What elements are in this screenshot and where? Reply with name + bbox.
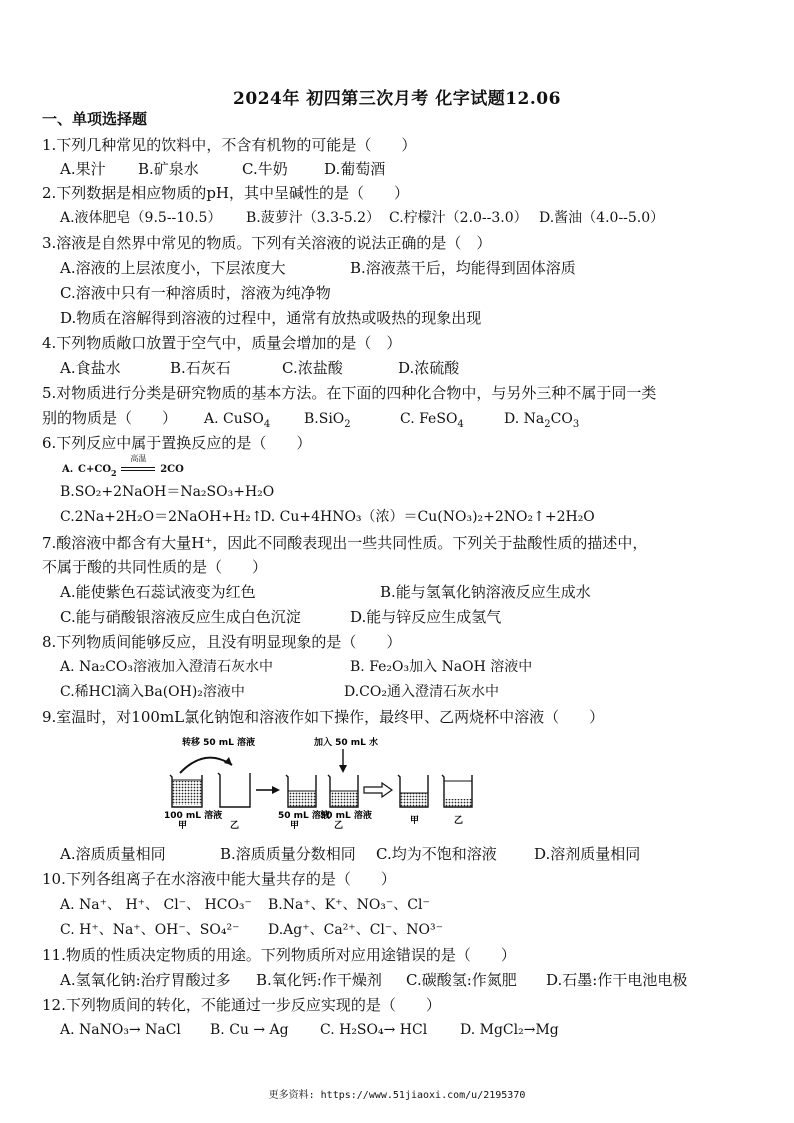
q5-stem-end: 别的物质是（ ）	[42, 409, 178, 427]
q10-option-b: B.Na⁺、K⁺、NO₃⁻、Cl⁻	[268, 897, 430, 913]
q10-option-a: A. Na⁺、 H⁺、 Cl⁻、 HCO₃⁻	[60, 897, 252, 913]
fig-label-yi-1: 乙	[230, 821, 240, 831]
q9-option-b: B.溶质质量分数相同	[220, 845, 356, 863]
q8-stem: 8.下列物质间能够反应，且没有明显现象的是（ ）	[42, 633, 402, 651]
q12-option-a: A. NaNO₃→ NaCl	[60, 1022, 181, 1038]
q6-option-a-product: 2CO	[160, 464, 184, 475]
q8-option-a: A. Na₂CO₃溶液加入澄清石灰水中	[60, 659, 274, 675]
q2-option-d: D.酱油（4.0--5.0）	[539, 210, 665, 226]
beaker-jia-2	[286, 775, 316, 807]
q5-stem-line1: 5.对物质进行分类是研究物质的基本方法。在下面的四种化合物中，与另外三种不属于同一类	[42, 384, 657, 402]
q11-option-d: D.石墨:作干电池电极	[546, 971, 688, 989]
q9-beaker-diagram	[160, 735, 490, 835]
q7-option-a: A.能使紫色石蕊试液变为红色	[60, 583, 256, 601]
fig-label-add-water: 加入 50 mL 水	[314, 738, 379, 748]
process-arrow-2-icon	[364, 783, 392, 797]
q5-option-a-text: A. CuSO	[204, 411, 264, 427]
q4-options	[60, 357, 459, 379]
q1-stem: 1.下列几种常见的饮料中，不含有机物的可能是（ ）	[42, 136, 417, 154]
q6-option-a-label: A.	[62, 464, 74, 475]
footer-source-link[interactable]: 更多资料: https://www.51jiaoxi.com/u/2195370	[268, 1090, 526, 1101]
fig-label-transfer: 转移 50 mL 溶液	[182, 738, 256, 748]
q6-option-b: B.SO₂+2NaOH＝Na₂SO₃+H₂O	[60, 484, 275, 500]
q5-option-d-text: D. Na	[504, 411, 545, 427]
q12-option-d: D. MgCl₂→Mg	[460, 1022, 559, 1038]
fig-label-yi-2: 乙	[334, 821, 344, 831]
q7-option-d: D.能与锌反应生成氢气	[350, 608, 502, 626]
q8-option-d: D.CO₂通入澄清石灰水中	[344, 684, 499, 700]
q12-option-b: B. Cu → Ag	[210, 1022, 289, 1038]
q3-stem: 3.溶液是自然界中常见的物质。下列有关溶液的说法正确的是（ ）	[42, 234, 492, 252]
fig-label-yi-3: 乙	[454, 816, 464, 826]
q2-option-a: A.液体肥皂（9.5--10.5）	[60, 210, 222, 226]
q5-option-d	[504, 408, 579, 430]
section-heading: 一、单项选择题	[42, 110, 148, 128]
q6-option-a-reactants: C+CO	[78, 464, 112, 475]
fig-label-jia-1: 甲	[178, 821, 188, 831]
q2-stem: 2.下列数据是相应物质的pH，其中呈碱性的是（ ）	[42, 184, 409, 202]
q12-stem: 12.下列物质间的转化，不能通过一步反应实现的是（ ）	[42, 996, 441, 1014]
beaker-yi-3	[442, 775, 472, 807]
beaker-yi-1	[218, 773, 250, 807]
q10-options-ab	[60, 894, 430, 916]
beaker-jia-1	[170, 775, 202, 807]
q9-option-d: D.溶剂质量相同	[534, 845, 641, 863]
q1-option-b: B.矿泉水	[138, 160, 199, 178]
q10-option-d: D.Ag⁺、Ca²⁺、Cl⁻、NO³⁻	[268, 922, 444, 938]
q5-option-a-sub: 4	[263, 418, 271, 430]
q6-option-a-arrow	[121, 453, 155, 471]
fig-label-100ml: 100 mL 溶液	[164, 811, 223, 821]
q6-option-d: D. Cu+4HNO₃（浓）＝Cu(NO₃)₂+2NO₂↑+2H₂O	[260, 509, 595, 525]
q5-option-b-sub: 2	[344, 418, 351, 430]
q6-option-a-equals	[121, 467, 155, 471]
q5-option-c-text: C. FeSO	[400, 411, 458, 427]
q3-option-b: B.溶液蒸干后，均能得到固体溶质	[350, 259, 576, 277]
q3-options-ab	[60, 257, 576, 279]
q5-option-d-mid: CO	[550, 411, 573, 427]
q4-option-c: C.浓盐酸	[282, 359, 343, 377]
add-water-arrow-icon	[339, 749, 347, 773]
q4-option-b: B.石灰石	[170, 359, 231, 377]
q1-options	[60, 158, 385, 180]
q9-option-a: A.溶质质量相同	[60, 845, 166, 863]
q2-option-b: B.菠萝汁（3.3-5.2）	[246, 210, 380, 226]
fig-label-jia-3: 甲	[410, 816, 420, 826]
q5-option-d-sub2: 3	[572, 418, 580, 430]
q2-options	[60, 207, 664, 229]
q4-stem: 4.下列物质敞口放置于空气中，质量会增加的是（ ）	[42, 334, 402, 352]
q6-option-c: C.2Na+2H₂O＝2NaOH+H₂↑	[60, 509, 263, 525]
q3-option-a: A.溶液的上层浓度小，下层浓度大	[60, 259, 286, 277]
q11-option-c: C.碳酸氢:作氮肥	[406, 971, 517, 989]
q8-option-c: C.稀HCl滴入Ba(OH)₂溶液中	[60, 684, 245, 700]
q8-option-b: B. Fe₂O₃加入 NaOH 溶液中	[350, 659, 533, 675]
q4-option-d: D.浓硫酸	[398, 359, 460, 377]
q11-stem: 11.物质的性质决定物质的用途。下列物质所对应用途错误的是（ ）	[42, 946, 516, 964]
q4-option-a: A.食盐水	[60, 359, 121, 377]
q1-option-c: C.牛奶	[242, 160, 288, 178]
beaker-yi-2	[328, 775, 358, 807]
q11-option-a: A.氢氧化钠:治疗胃酸过多	[60, 971, 231, 989]
exam-title: 2024年 初四第三次月考 化字试题12.06	[233, 89, 561, 109]
beaker-jia-3	[398, 775, 428, 807]
q2-option-c: C.柠檬汁（2.0--3.0）	[389, 210, 528, 226]
fig-label-50ml-b: 50 mL 溶液	[320, 811, 372, 821]
q3-option-c: C.溶液中只有一种溶质时，溶液为纯净物	[60, 284, 331, 302]
q8-options-cd	[60, 681, 499, 703]
q10-stem: 10.下列各组离子在水溶液中能大量共存的是（ ）	[42, 870, 396, 888]
q12-option-c: C. H₂SO₄→ HCl	[320, 1022, 428, 1038]
q5-option-d-sub1: 2	[544, 418, 551, 430]
fig-label-jia-2: 甲	[290, 821, 300, 831]
q6-option-a	[62, 453, 184, 478]
q1-option-a: A.果汁	[60, 160, 106, 178]
fig-label-50ml-a: 50 mL 溶液	[278, 811, 330, 821]
q7-option-c: C.能与硝酸银溶液反应生成白色沉淀	[60, 608, 301, 626]
q11-options	[60, 969, 687, 991]
q10-option-c: C. H⁺、Na⁺、OH⁻、SO₄²⁻	[60, 922, 240, 938]
transfer-arrow-icon	[180, 758, 232, 773]
q7-stem-line2: 不属于酸的共同性质的是（ ）	[42, 558, 268, 576]
q7-stem-line1: 7.酸溶液中都含有大量H⁺，因此不同酸表现出一些共同性质。下列关于盐酸性质的描述中，	[42, 534, 648, 552]
q5-option-a	[204, 408, 304, 430]
q9-option-c: C.均为不饱和溶液	[376, 845, 497, 863]
q8-options-ab	[60, 656, 532, 678]
q7-option-b: B.能与氢氧化钠溶液反应生成水	[380, 583, 591, 601]
q12-options	[60, 1019, 559, 1041]
q5-stem-line2	[42, 407, 579, 430]
process-arrow-1-icon	[256, 786, 280, 794]
q3-option-d: D.物质在溶解得到溶液的过程中，通常有放热或吸热的现象出现	[60, 309, 482, 327]
q5-option-c	[400, 408, 504, 430]
q11-option-b: B.氧化钙:作干燥剂	[256, 971, 382, 989]
q6-option-a-condition: 高温	[130, 453, 147, 463]
q7-options-cd	[60, 606, 501, 628]
q9-stem: 9.室温时，对100mL氯化钠饱和溶液作如下操作，最终甲、乙两烧杯中溶液（ ）	[42, 708, 605, 726]
q6-options-cd	[60, 506, 595, 528]
q1-option-d: D.葡萄酒	[324, 160, 386, 178]
q7-options-ab	[60, 581, 591, 603]
q6-option-a-sub: 2	[111, 468, 117, 478]
q5-option-b-text: B.SiO	[304, 411, 345, 427]
q10-options-cd	[60, 919, 443, 941]
q5-option-b	[304, 408, 400, 430]
q5-option-c-sub: 4	[457, 418, 464, 430]
q9-options	[60, 843, 640, 865]
q6-stem: 6.下列反应中属于置换反应的是（ ）	[42, 434, 312, 452]
